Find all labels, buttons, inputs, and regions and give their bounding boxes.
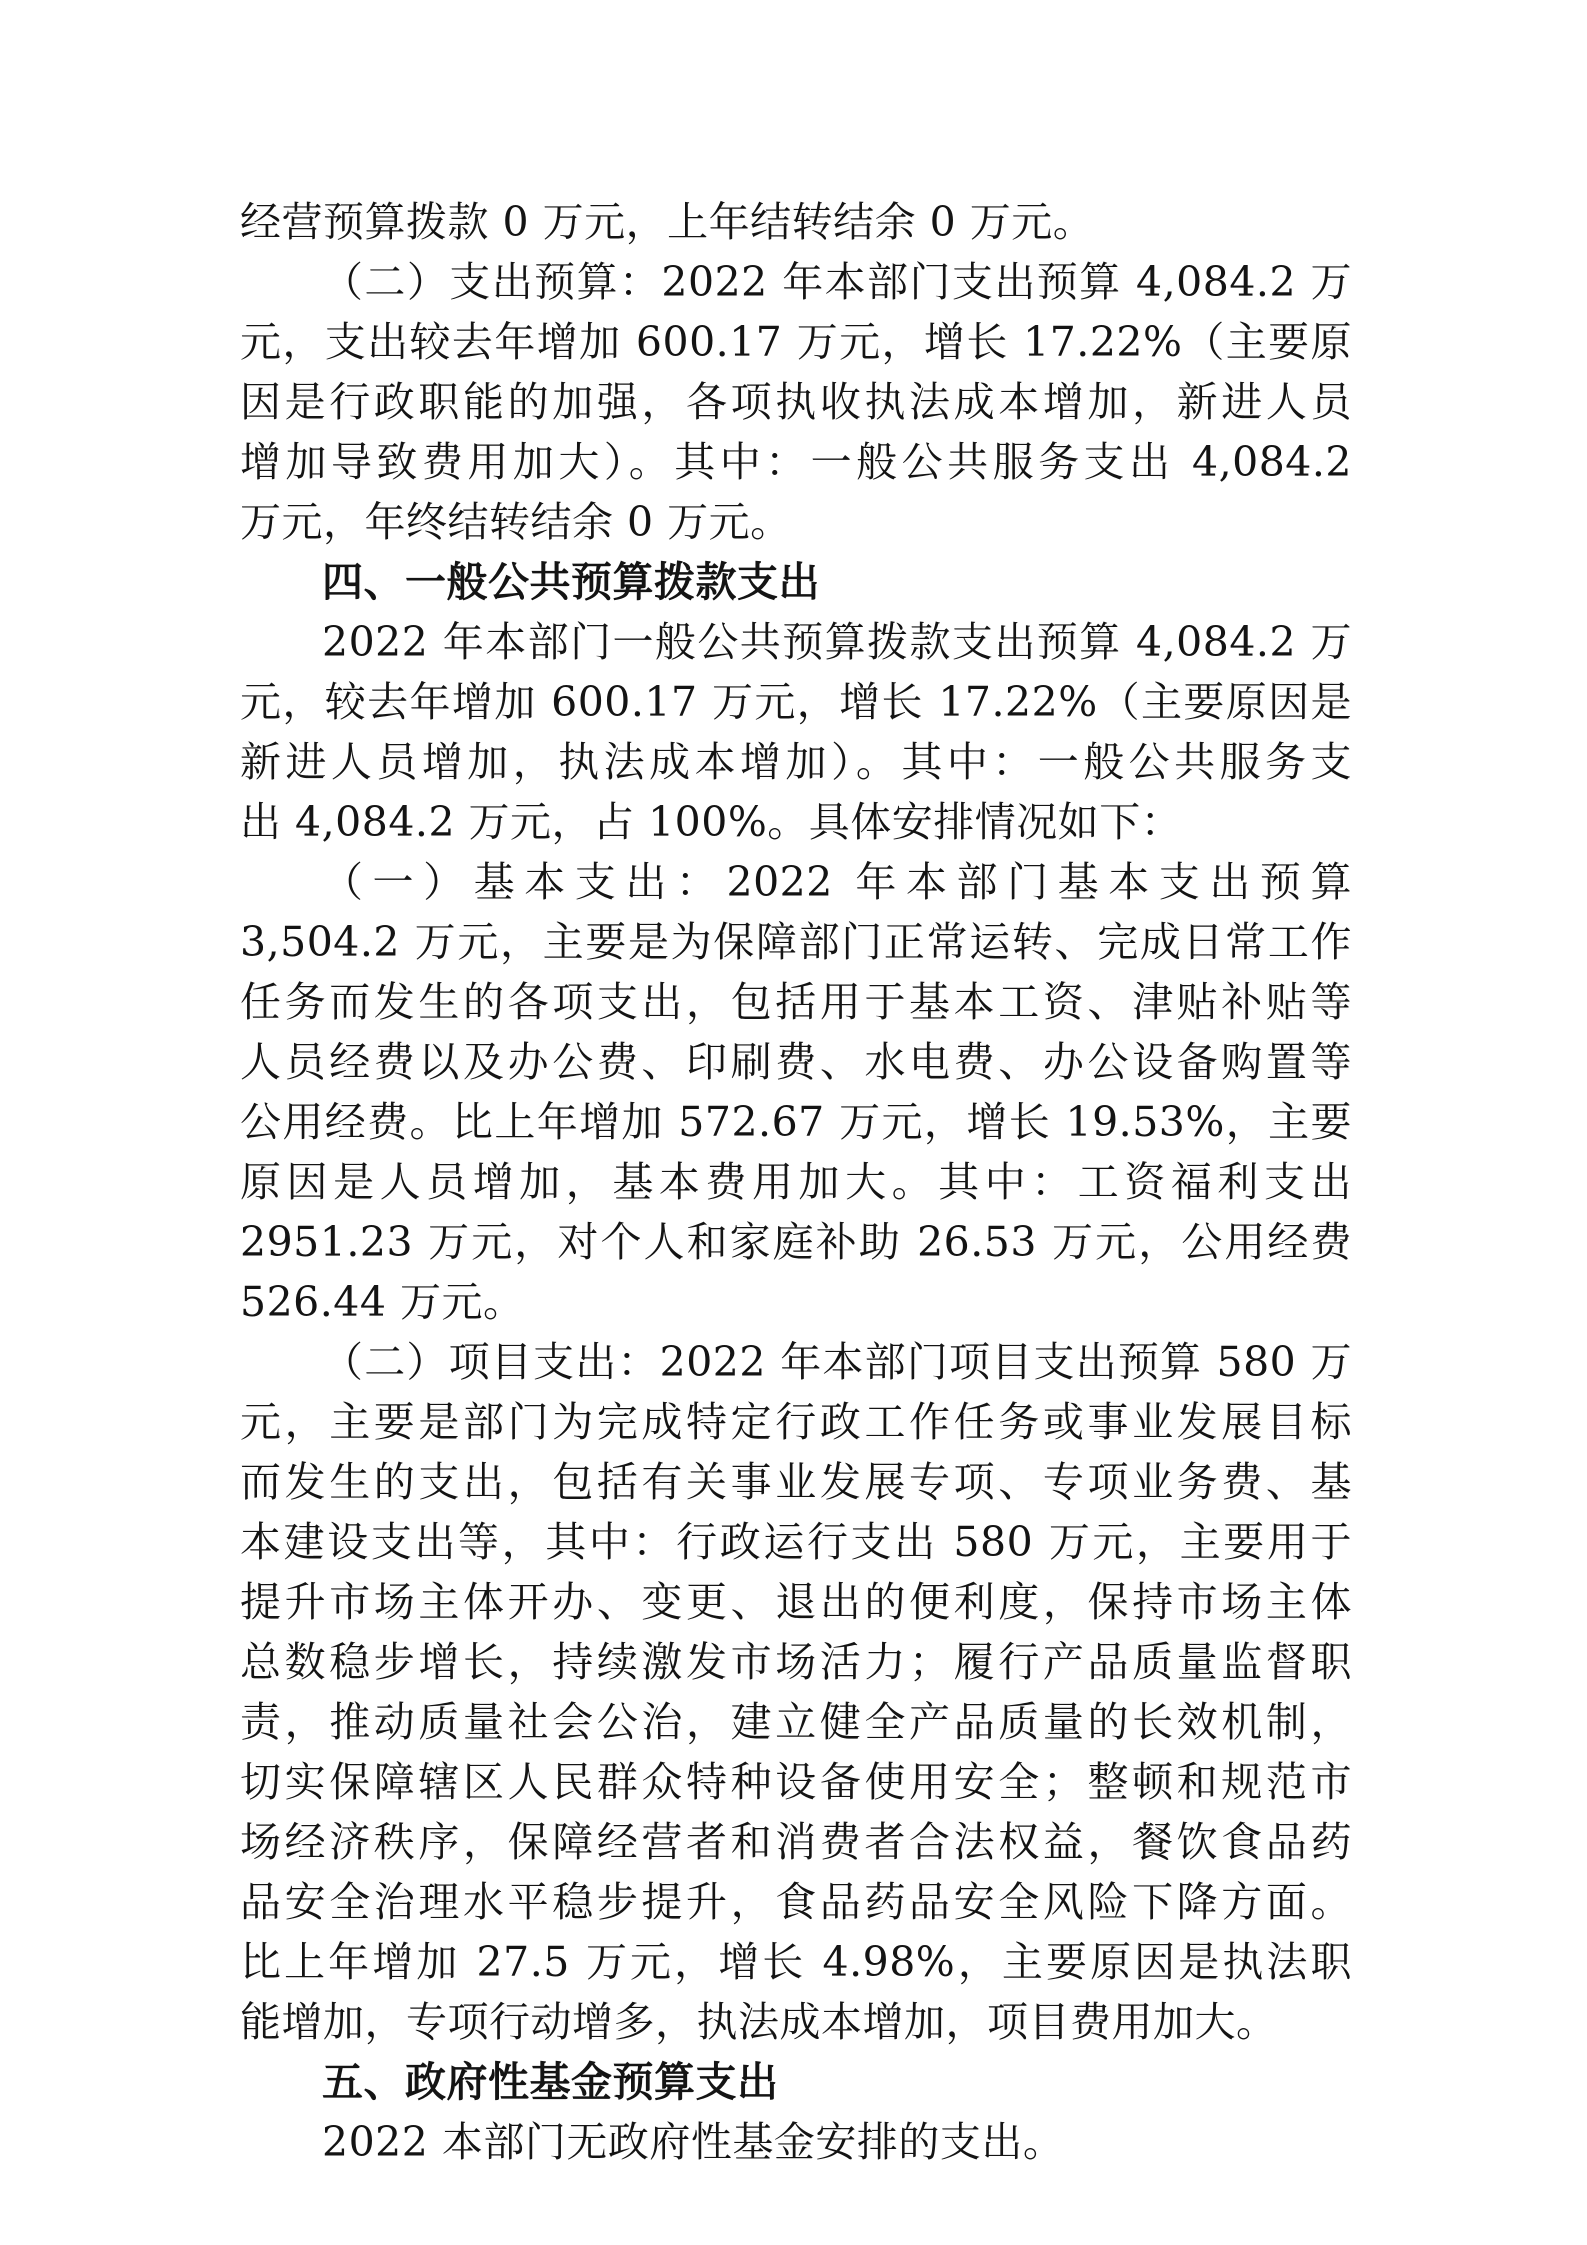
text-line: 比上年增加 27.5 万元，增长 4.98%，主要原因是执法职 (240, 1938, 1352, 1986)
text-line: 场经济秩序，保障经营者和消费者合法权益，餐饮食品药 (240, 1818, 1352, 1866)
text-line: （一）基本支出：2022 年本部门基本支出预算 (322, 858, 1352, 906)
text-line: （二）项目支出：2022 年本部门项目支出预算 580 万 (322, 1338, 1352, 1386)
text-line: 责，推动质量社会公治，建立健全产品质量的长效机制， (240, 1698, 1352, 1746)
text-line: 能增加，专项行动增多，执法成本增加，项目费用加大。 (240, 1998, 1278, 2046)
text-line: 公用经费。比上年增加 572.67 万元，增长 19.53%，主要 (240, 1098, 1352, 1146)
text-line: 经营预算拨款 0 万元，上年结转结余 0 万元。 (240, 198, 1095, 246)
text-line: 元，支出较去年增加 600.17 万元，增长 17.22%（主要原 (240, 318, 1352, 366)
document-page (240, 192, 1352, 2172)
text-line: 增加导致费用加大）。其中：一般公共服务支出 4,084.2 (240, 438, 1352, 486)
text-line: 人员经费以及办公费、印刷费、水电费、办公设备购置等 (240, 1038, 1352, 1086)
text-line: 万元，年终结转结余 0 万元。 (240, 498, 792, 546)
text-line: 提升市场主体开办、变更、退出的便利度，保持市场主体 (240, 1578, 1352, 1626)
text-line: 526.44 万元。 (240, 1278, 525, 1326)
text-line: 切实保障辖区人民群众特种设备使用安全；整顿和规范市 (240, 1758, 1352, 1806)
text-line: 而发生的支出，包括有关事业发展专项、专项业务费、基 (240, 1458, 1352, 1506)
text-line: 2022 本部门无政府性基金安排的支出。 (322, 2118, 1065, 2166)
section-heading: 五、政府性基金预算支出 (322, 2058, 779, 2106)
text-line: 3,504.2 万元，主要是为保障部门正常运转、完成日常工作 (240, 918, 1352, 966)
text-line: 2951.23 万元，对个人和家庭补助 26.53 万元，公用经费 (240, 1218, 1352, 1266)
text-line: 出 4,084.2 万元，占 100%。具体安排情况如下： (240, 798, 1183, 846)
text-line: 因是行政职能的加强，各项执收执法成本增加，新进人员 (240, 378, 1352, 426)
text-line: 任务而发生的各项支出，包括用于基本工资、津贴补贴等 (240, 978, 1352, 1026)
text-line: 品安全治理水平稳步提升，食品药品安全风险下降方面。 (240, 1878, 1352, 1926)
text-line: 元，较去年增加 600.17 万元，增长 17.22%（主要原因是 (240, 678, 1352, 726)
text-line: 元，主要是部门为完成特定行政工作任务或事业发展目标 (240, 1398, 1352, 1446)
text-line: 新进人员增加，执法成本增加）。其中：一般公共服务支 (240, 738, 1352, 786)
text-line: 2022 年本部门一般公共预算拨款支出预算 4,084.2 万 (322, 618, 1352, 666)
text-line: （二）支出预算：2022 年本部门支出预算 4,084.2 万 (322, 258, 1352, 306)
text-line: 总数稳步增长，持续激发市场活力；履行产品质量监督职 (240, 1638, 1352, 1686)
section-heading: 四、一般公共预算拨款支出 (322, 558, 820, 606)
text-line: 原因是人员增加，基本费用加大。其中：工资福利支出 (240, 1158, 1352, 1206)
text-line: 本建设支出等，其中：行政运行支出 580 万元，主要用于 (240, 1518, 1352, 1566)
